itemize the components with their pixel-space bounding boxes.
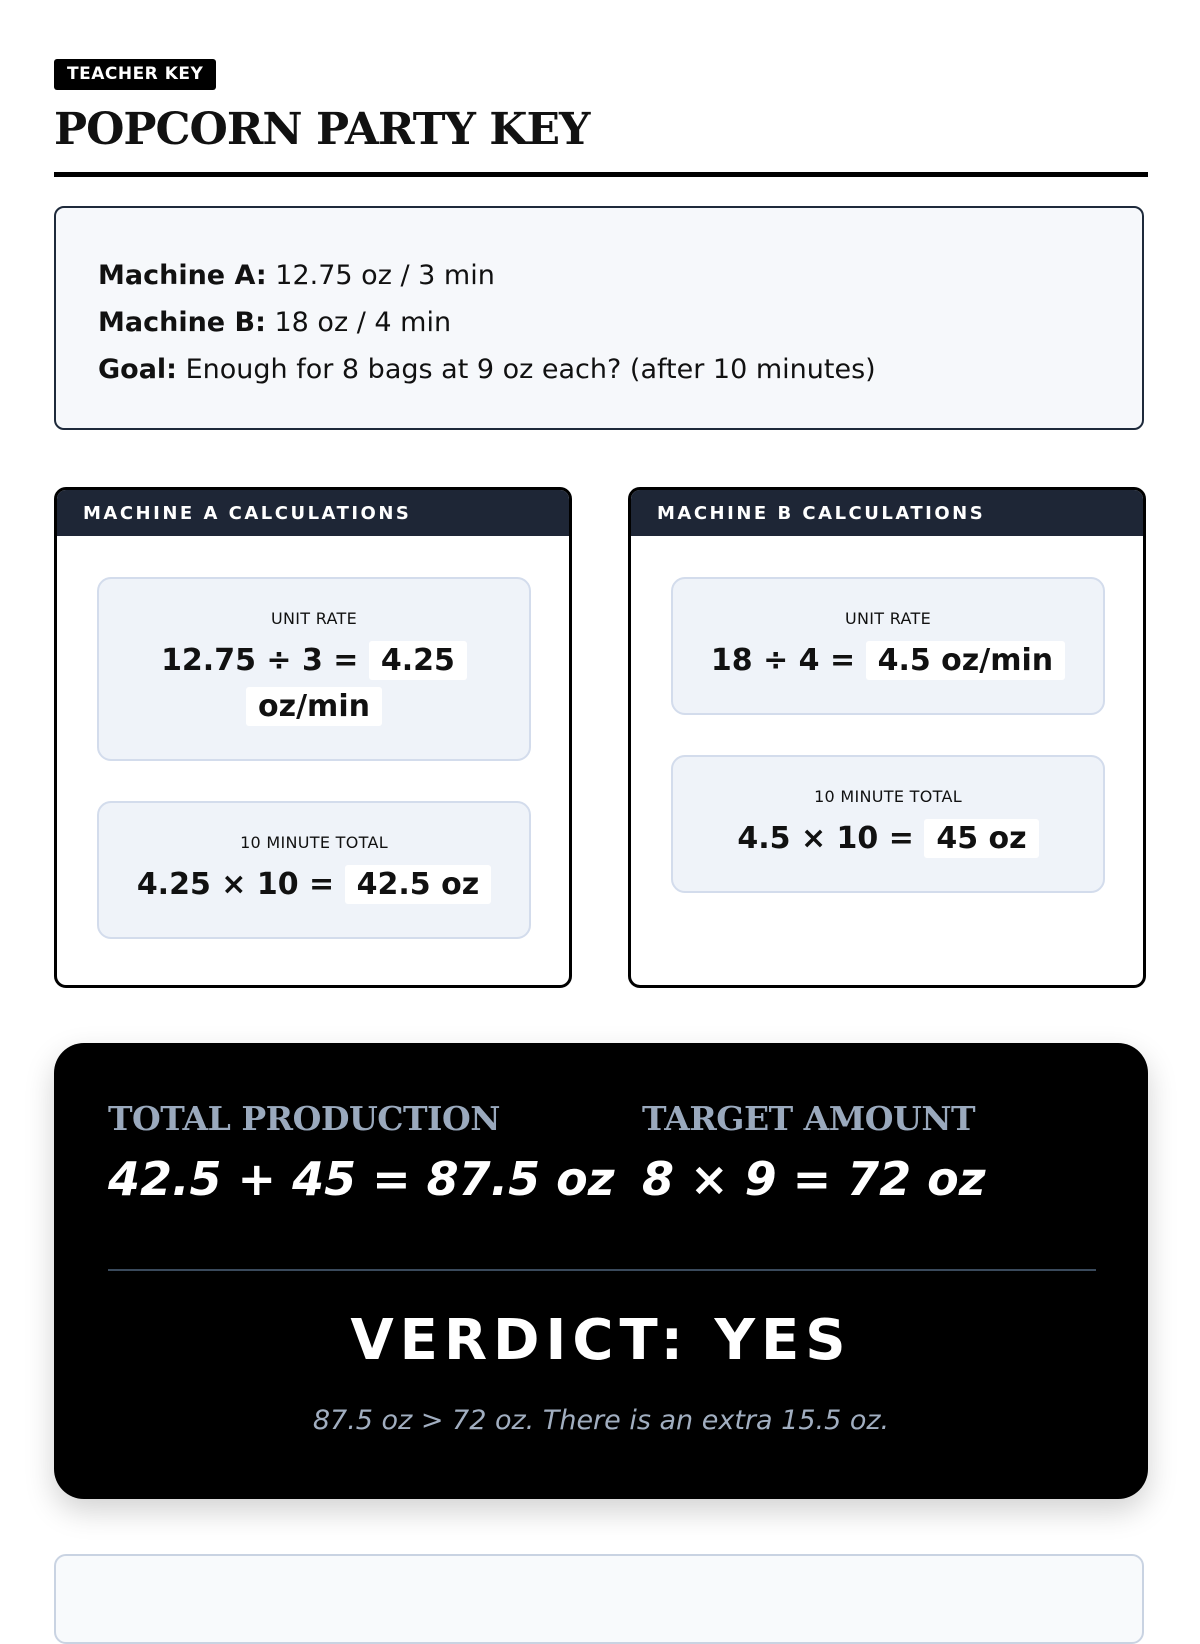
machine-a-unit-rate-answer: 4.25 oz/min [246,641,467,726]
goal-info [98,346,1142,393]
machine-a-calculations-card [54,487,572,988]
machine-b-total-expression: 4.5 × 10 = [737,821,914,856]
machine-a-info-value: 12.75 oz / 3 min [275,260,495,291]
total-production-block [108,1099,615,1206]
next-section-card [54,1554,1144,1644]
machine-a-total-box [97,801,531,939]
machine-a-total-equation [99,862,529,908]
machine-b-calculations-card [628,487,1146,988]
machine-a-info-label: Machine A: [98,260,267,291]
target-amount-block [642,1099,986,1206]
title-divider [54,172,1148,177]
machine-b-unit-rate-answer: 4.5 oz/min [866,641,1066,680]
machine-a-unit-rate-box [97,577,531,761]
goal-info-label: Goal: [98,354,177,385]
machine-a-calculations-heading: MACHINE A CALCULATIONS [57,490,569,536]
total-production-value: 42.5 + 45 = 87.5 oz [108,1152,615,1206]
target-amount-value: 8 × 9 = 72 oz [642,1152,986,1206]
goal-info-value: Enough for 8 bags at 9 oz each? (after 10 minutes) [185,354,876,385]
machine-b-total-answer: 45 oz [924,819,1038,858]
machine-b-unit-rate-expression: 18 ÷ 4 = [710,643,856,678]
machine-a-unit-rate-equation [99,638,529,730]
machine-b-info-label: Machine B: [98,307,266,338]
machine-b-calculations-heading: MACHINE B CALCULATIONS [631,490,1143,536]
machine-a-unit-rate-label: UNIT RATE [270,609,357,628]
verdict-divider [108,1269,1096,1271]
machine-a-info [98,252,1142,299]
problem-info-box [54,206,1144,430]
machine-b-unit-rate-label: UNIT RATE [844,609,931,628]
verdict-panel [54,1043,1148,1499]
machine-b-unit-rate-box [671,577,1105,715]
machine-b-unit-rate-equation [673,638,1103,684]
machine-a-total-answer: 42.5 oz [345,865,492,904]
verdict-note: 87.5 oz > 72 oz. There is an extra 15.5 oz. [312,1405,890,1436]
machine-b-info-value: 18 oz / 4 min [274,307,452,338]
target-amount-label: TARGET AMOUNT [642,1099,976,1138]
machine-b-info [98,299,1142,346]
teacher-key-badge: TEACHER KEY [54,59,216,90]
machine-b-total-label: 10 MINUTE TOTAL [814,787,962,806]
machine-a-total-expression: 4.25 × 10 = [136,867,335,902]
machine-b-total-box [671,755,1105,893]
machine-a-total-label: 10 MINUTE TOTAL [240,833,388,852]
total-production-label: TOTAL PRODUCTION [108,1099,500,1138]
machine-a-unit-rate-expression: 12.75 ÷ 3 = [161,643,359,678]
machine-b-total-equation [673,816,1103,862]
verdict-text: VERDICT: YES [350,1308,852,1373]
page-title: POPCORN PARTY KEY [54,104,590,155]
